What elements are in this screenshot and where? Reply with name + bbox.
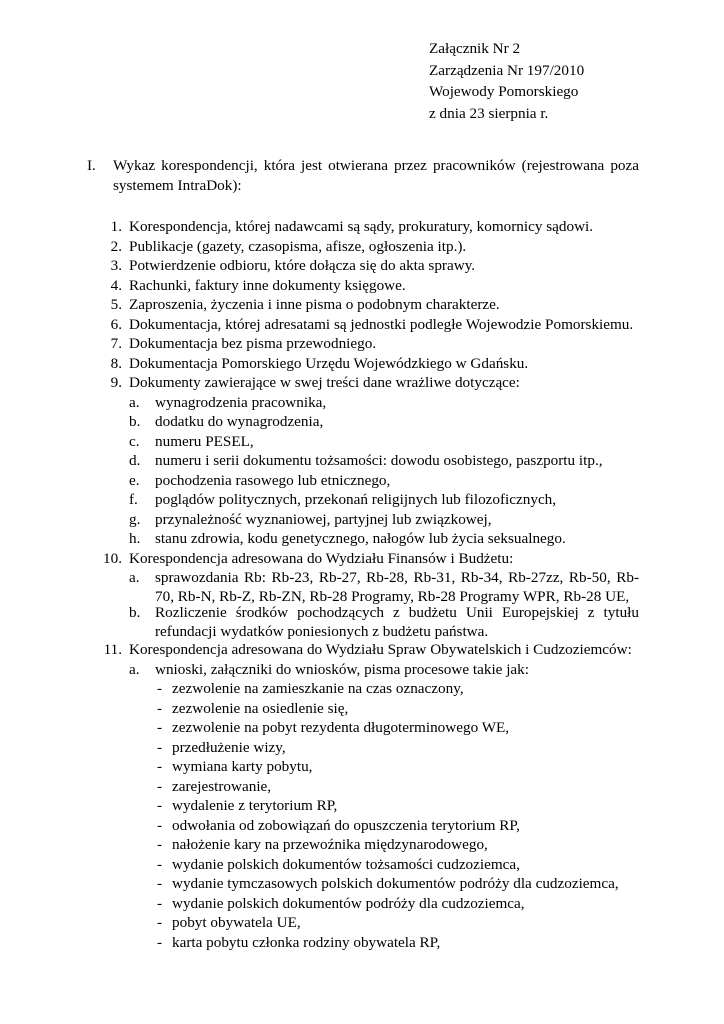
bullet-text: nałożenie kary na przewoźnika międzynarodowego, <box>172 836 488 853</box>
dash-marker: - <box>157 738 163 756</box>
sub-item-text: stanu zdrowia, kodu genetycznego, nałogów lub życia seksualnego. <box>155 530 566 547</box>
sub-item-text: numeru PESEL, <box>155 432 254 450</box>
dash-marker: - <box>157 719 163 736</box>
bullet-text: przedłużenie wizy, <box>172 738 286 756</box>
item-number: 8. <box>110 354 122 372</box>
sub-item-letter: e. <box>129 471 140 489</box>
item-text: Korespondencja adresowana do Wydziału Spraw Obywatelskich i Cudzoziemców: <box>129 641 632 658</box>
dash-marker: - <box>157 836 163 853</box>
item-number: 5. <box>110 296 122 313</box>
sub-item-letter: a. <box>129 393 140 411</box>
bullet-text: wydanie tymczasowych polskich dokumentów podróży dla cudzoziemca, <box>172 875 619 892</box>
dash-marker: - <box>157 875 163 892</box>
sub-item-text: numeru i serii dokumentu tożsamości: dowodu osobistego, paszportu itp., <box>155 452 603 469</box>
item-text: Dokumenty zawierające w swej treści dane wrażliwe dotyczące: <box>129 374 520 391</box>
bullet-text: zezwolenie na pobyt rezydenta długoterminowego WE, <box>172 719 510 736</box>
sub-item-letter: a. <box>129 569 140 586</box>
item-text: Dokumentacja, której adresatami są jednostki podległe Wojewodzie Pomorskiemu. <box>129 315 634 333</box>
item-text: Korespondencja adresowana do Wydziału Finansów i Budżetu: <box>129 549 514 567</box>
sub-item-letter: f. <box>129 491 138 508</box>
bullet-text: pobyt obywatela UE, <box>172 914 301 931</box>
item-number: 6. <box>110 315 122 333</box>
dash-marker: - <box>157 816 163 834</box>
sub-item-letter: b. <box>129 413 141 430</box>
dash-marker: - <box>157 777 163 795</box>
dash-marker: - <box>157 894 163 912</box>
sub-item-letter: b. <box>129 603 141 621</box>
bullet-text: wydanie polskich dokumentów tożsamości cudzoziemca, <box>172 855 520 873</box>
sub-item-text: dodatku do wynagrodzenia, <box>155 413 324 430</box>
item-text: Dokumentacja bez pisma przewodniego. <box>129 335 377 352</box>
item-text: Rachunki, faktury inne dokumenty księgowe. <box>129 276 406 294</box>
bullet-text: zezwolenie na osiedlenie się, <box>172 699 349 717</box>
sub-item-text: pochodzenia rasowego lub etnicznego, <box>155 471 391 489</box>
dash-marker: - <box>157 797 163 814</box>
sub-item-letter: a. <box>129 660 140 678</box>
dash-marker: - <box>157 680 163 697</box>
item-number: 9. <box>110 374 122 391</box>
section-text: Wykaz korespondencji, która jest otwierana przez pracowników (rejestrowana poza systemem IntraDok): <box>113 157 639 194</box>
bullet-text: wydalenie z terytorium RP, <box>172 797 338 814</box>
item-text: Publikacje (gazety, czasopisma, afisze, ogłoszenia itp.). <box>129 237 467 255</box>
section-number: I. <box>87 157 96 174</box>
item-number: 11. <box>103 641 122 658</box>
sub-item-text: Rozliczenie środków pochodzących z budżetu Unii Europejskiej z tytułu refundacji wydatków poniesionych z budżetu państwa. <box>155 603 639 640</box>
sub-item-letter: g. <box>129 510 141 528</box>
sub-item-letter: h. <box>129 530 141 547</box>
bullet-text: wymiana karty pobytu, <box>172 758 313 775</box>
sub-item-text: wnioski, załączniki do wniosków, pisma procesowe takie jak: <box>155 660 529 678</box>
sub-item-letter: d. <box>129 452 141 469</box>
dash-marker: - <box>157 855 163 873</box>
bullet-text: karta pobytu członka rodziny obywatela RP, <box>172 933 441 951</box>
sub-item-text: poglądów politycznych, przekonań religijnych lub filozoficznych, <box>155 491 557 508</box>
sub-item-text: sprawozdania Rb: Rb-23, Rb-27, Rb-28, Rb-31, Rb-34, Rb-27zz, Rb-50, Rb-70, Rb-N, Rb-Z, Rb-ZN, Rb-28 Programy, Rb-28 Programy WPR, Rb-28 UE, <box>155 569 639 606</box>
bullet-text: odwołania od zobowiązań do opuszczenia terytorium RP, <box>172 816 520 834</box>
attachment-header <box>429 38 584 124</box>
item-number: 3. <box>110 257 122 274</box>
sub-item-text: wynagrodzenia pracownika, <box>155 393 327 411</box>
sub-item-letter: c. <box>129 432 140 450</box>
bullet-text: wydanie polskich dokumentów podróży dla cudzoziemca, <box>172 894 525 912</box>
header-line: Zarządzenia Nr 197/2010 <box>429 61 585 79</box>
sub-item-text: przynależność wyznaniowej, partyjnej lub związkowej, <box>155 510 492 528</box>
bullet-text: zezwolenie na zamieszkanie na czas oznaczony, <box>172 680 464 697</box>
item-number: 10. <box>103 549 122 567</box>
header-line: Wojewody Pomorskiego <box>429 83 579 100</box>
item-number: 7. <box>110 335 122 352</box>
dash-marker: - <box>157 758 163 775</box>
item-number: 2. <box>110 237 122 255</box>
item-number: 4. <box>110 276 122 294</box>
item-text: Zaproszenia, życzenia i inne pisma o podobnym charakterze. <box>129 296 500 313</box>
dash-marker: - <box>157 914 163 931</box>
dash-marker: - <box>157 933 163 951</box>
header-line: Załącznik Nr 2 <box>429 40 521 57</box>
bullet-text: zarejestrowanie, <box>172 777 272 795</box>
item-text: Dokumentacja Pomorskiego Urzędu Wojewódzkiego w Gdańsku. <box>129 354 529 372</box>
section-heading <box>87 156 639 195</box>
item-number: 1. <box>110 218 122 235</box>
header-line: z dnia 23 sierpnia r. <box>429 104 549 122</box>
item-text: Potwierdzenie odbioru, które dołącza się do akta sprawy. <box>129 257 476 274</box>
dash-marker: - <box>157 699 163 717</box>
item-text: Korespondencja, której nadawcami są sądy, prokuratury, komornicy sądowi. <box>129 218 594 235</box>
